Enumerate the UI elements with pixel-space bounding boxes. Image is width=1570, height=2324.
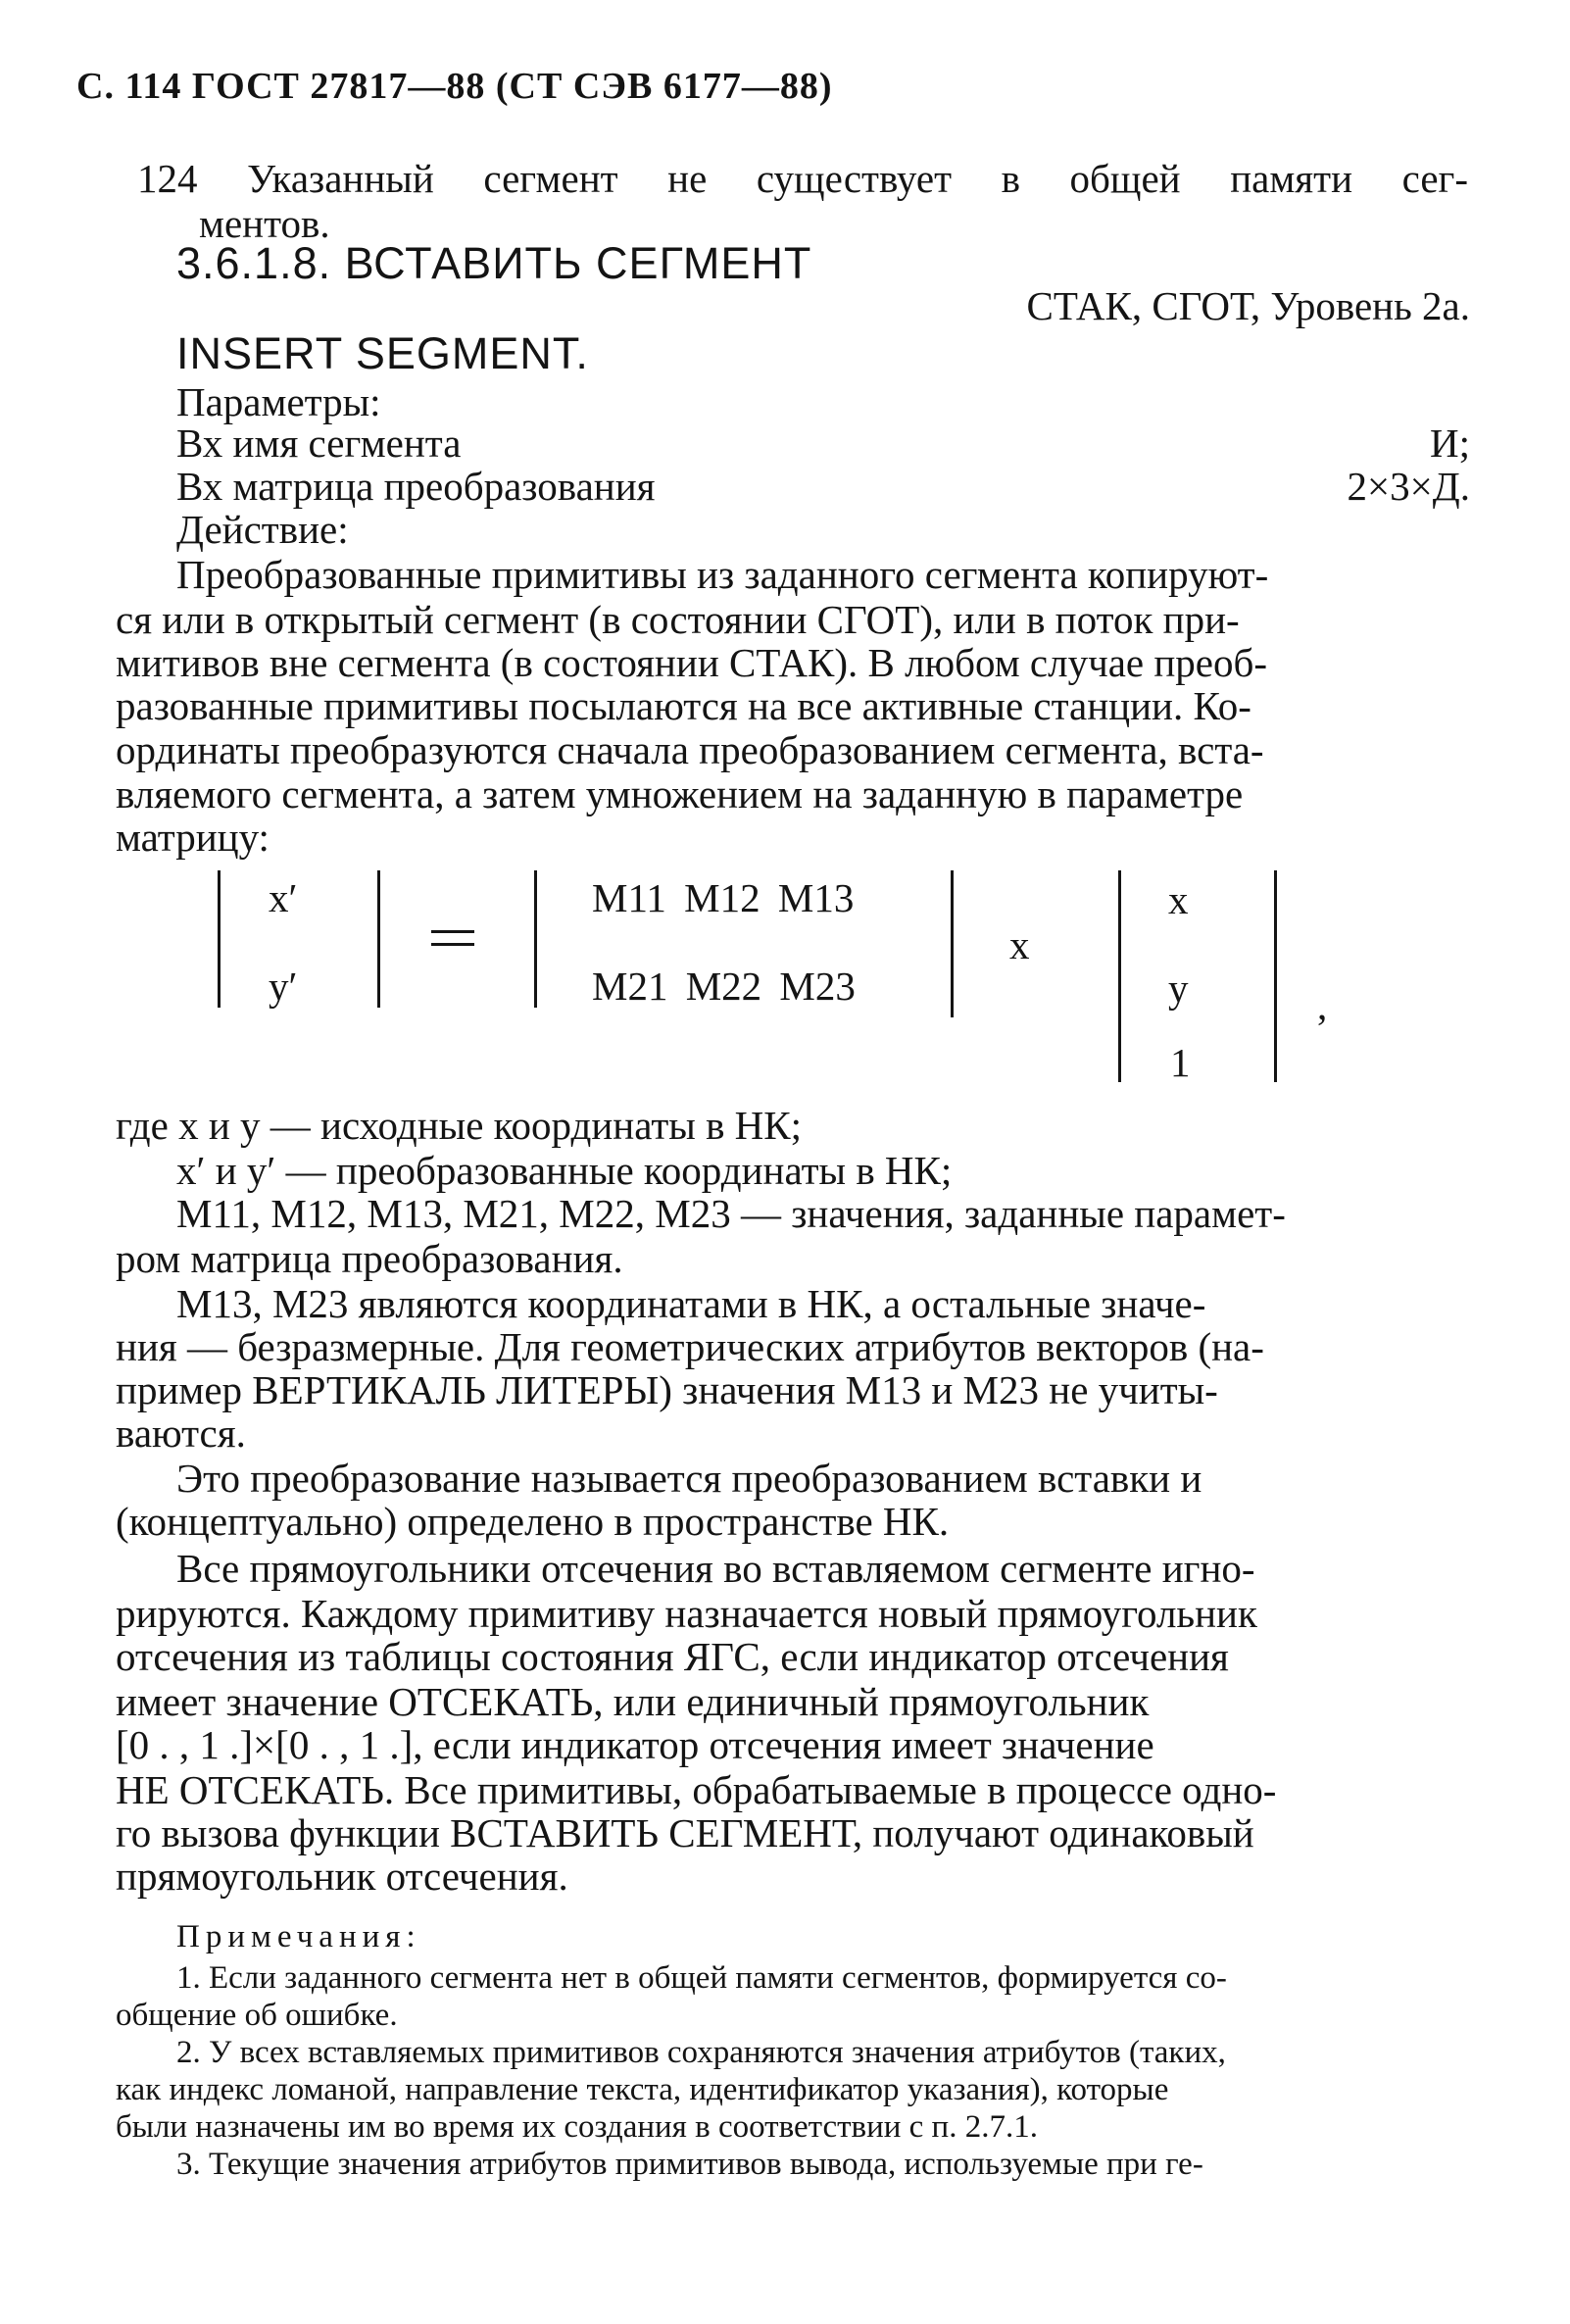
text-line: ваются. <box>116 1410 246 1456</box>
vector-entry: x <box>1168 877 1189 922</box>
section-english-name: INSERT SEGMENT. <box>176 328 589 378</box>
text-line: (концептуально) определено в пространстве НК. <box>116 1499 950 1544</box>
text-line: отсечения из таблицы состояния ЯГС, если индикатор отсечения <box>116 1634 1229 1679</box>
matrix-bar-left <box>534 870 537 1008</box>
note-line: были назначены им во время их создания в соответствии с п. 2.7.1. <box>116 2109 1038 2145</box>
word: Указанный <box>247 156 434 201</box>
text-line: имеет значение ОТСЕКАТЬ, или единичный прямоугольник <box>116 1679 1150 1724</box>
text-line: Это преобразование называется преобразованием вставки и <box>176 1456 1202 1501</box>
word: существует <box>756 156 952 201</box>
parameter-type: 2×3×Д. <box>1347 464 1470 509</box>
equals-sign-top <box>431 930 474 933</box>
notes-label: Примечания: <box>176 1919 421 1954</box>
word: сег- <box>1401 156 1468 201</box>
vector-bar-left <box>1118 870 1121 1082</box>
text-line: ординаты преобразуются сначала преобразованием сегмента, вста- <box>116 727 1264 772</box>
equals-sign-bottom <box>431 943 474 946</box>
error-124-line1 <box>137 156 1468 201</box>
text-line: пример ВЕРТИКАЛЬ ЛИТЕРЫ) значения M13 и M23 не учиты- <box>116 1367 1218 1412</box>
vector-bar-right <box>1274 870 1277 1082</box>
parameter-name: Вх матрица преобразования <box>176 464 656 509</box>
text-line: где x и y — исходные координаты в НК; <box>116 1103 803 1148</box>
vector-entry: 1 <box>1170 1040 1191 1085</box>
text-line: [0 . , 1 .]×[0 . , 1 .], если индикатор отсечения имеет значение <box>116 1722 1154 1767</box>
section-number: 3.6.1.8. <box>176 238 332 288</box>
text-line: прямоугольник отсечения. <box>116 1854 568 1899</box>
section-heading <box>176 238 812 288</box>
section-levels: СТАК, СГОТ, Уровень 2а. <box>1026 283 1470 328</box>
word: сегмент <box>483 156 618 201</box>
text-line: матрицу: <box>116 815 270 860</box>
text-line: разованные примитивы посылаются на все активные станции. Ко- <box>116 683 1251 728</box>
parameter-row <box>176 420 1470 466</box>
note-line: 1. Если заданного сегмента нет в общей памяти сегментов, формируется со- <box>176 1960 1227 1996</box>
parameter-row <box>176 464 1470 509</box>
word: в <box>1001 156 1020 201</box>
vector-bar-left <box>218 870 221 1008</box>
note-line: общение об ошибке. <box>116 1998 398 2033</box>
error-124-line2: ментов. <box>199 201 330 246</box>
vector-bar-right <box>377 870 380 1008</box>
action-label: Действие: <box>176 507 349 552</box>
text-line: митивов вне сегмента (в состоянии СТАК). В любом случае преоб- <box>116 640 1268 685</box>
page-header <box>76 65 833 108</box>
note-line: 2. У всех вставляемых примитивов сохраняются значения атрибутов (таких, <box>176 2035 1226 2070</box>
page-number: С. 114 <box>76 66 182 107</box>
text-line: ром матрица преобразования. <box>116 1236 623 1281</box>
note-line: как индекс ломаной, направление текста, идентификатор указания), которые <box>116 2072 1169 2107</box>
word: общей <box>1069 156 1181 201</box>
parameter-name: Вх имя сегмента <box>176 420 462 466</box>
text-line: Все прямоугольники отсечения во вставляемом сегменте игно- <box>176 1546 1255 1591</box>
standard-designation: ГОСТ 27817—88 (СТ СЭВ 6177—88) <box>191 66 833 107</box>
text-line: ния — безразмерные. Для геометрических атрибутов векторов (на- <box>116 1324 1264 1369</box>
section-title: ВСТАВИТЬ СЕГМЕНТ <box>344 238 812 288</box>
matrix-row: M11 M12 M13 <box>592 875 855 920</box>
parameters-label: Параметры: <box>176 379 381 424</box>
parameter-type: И; <box>1430 420 1470 466</box>
error-number: 124 <box>137 156 198 201</box>
note-line: 3. Текущие значения атрибутов примитивов вывода, используемые при ге- <box>176 2147 1203 2182</box>
text-line: M13, M23 являются координатами в НК, а остальные значе- <box>176 1281 1206 1326</box>
text-line: НЕ ОТСЕКАТЬ. Все примитивы, обрабатываемые в процессе одно- <box>116 1767 1277 1812</box>
word: не <box>667 156 708 201</box>
text-line: го вызова функции ВСТАВИТЬ СЕГМЕНТ, получают одинаковый <box>116 1810 1254 1855</box>
text-line: M11, M12, M13, M21, M22, M23 — значения, заданные парамет- <box>176 1191 1286 1236</box>
word: памяти <box>1230 156 1353 201</box>
vector-entry: y′ <box>269 964 298 1009</box>
text-line: ся или в открытый сегмент (в состоянии СГОТ), или в поток при- <box>116 597 1240 642</box>
vector-entry: y <box>1168 965 1189 1011</box>
matrix-row: M21 M22 M23 <box>592 964 856 1009</box>
text-line: Преобразованные примитивы из заданного сегмента копируют- <box>176 552 1269 597</box>
text-line: рируются. Каждому примитиву назначается новый прямоугольник <box>116 1591 1257 1636</box>
formula-comma: , <box>1317 983 1328 1028</box>
text-line: x′ и y′ — преобразованные координаты в НК; <box>176 1148 953 1193</box>
multiply-sign: x <box>1009 922 1030 967</box>
vector-entry: x′ <box>269 875 298 920</box>
matrix-bar-right <box>951 870 954 1017</box>
text-line: вляемого сегмента, а затем умножением на заданную в параметре <box>116 771 1244 816</box>
